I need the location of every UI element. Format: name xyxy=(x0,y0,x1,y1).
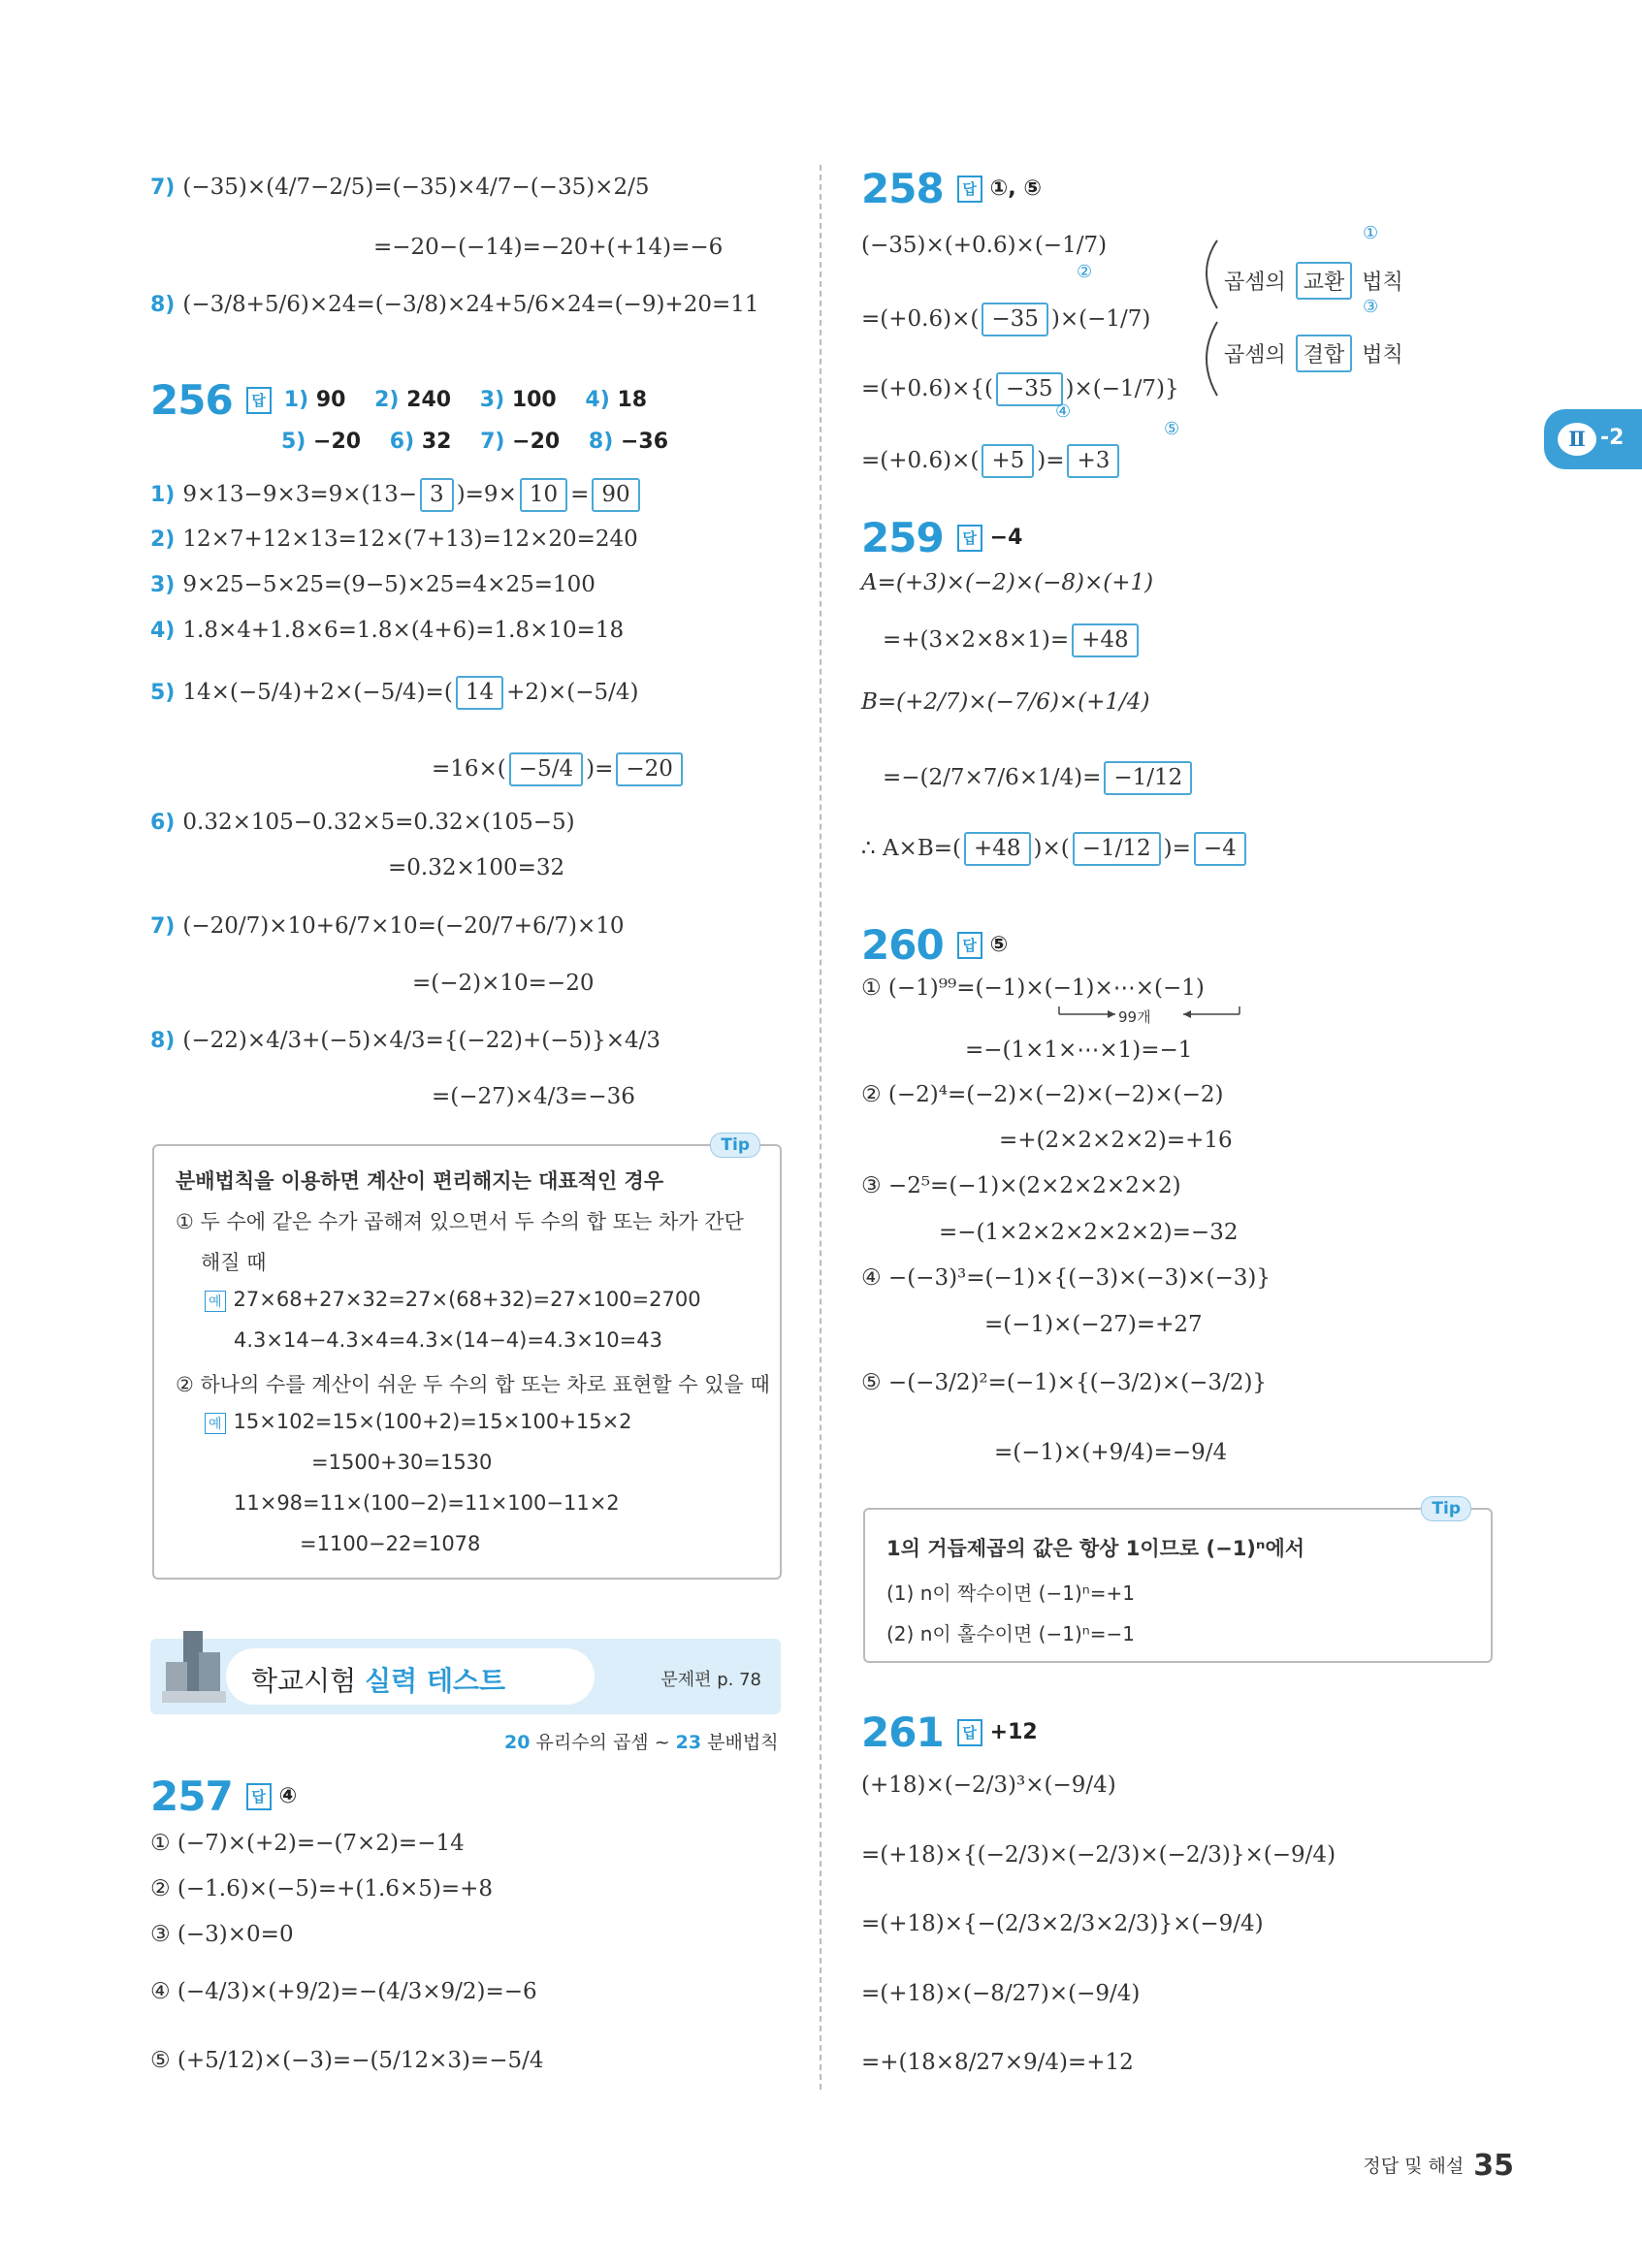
circle-mark: ② xyxy=(1077,262,1093,282)
answer-row-2: 5) −20 6) 32 7) −20 8) −36 xyxy=(281,430,669,454)
circle-mark: ① xyxy=(1363,223,1379,243)
solution-260-4b: =(−1)×(−27)=+27 xyxy=(984,1312,1203,1337)
solution-256-1: 1) 9×13−9×3=9×(13− 3 )=9× 10 = 90 xyxy=(150,478,643,512)
circle-mark: ④ xyxy=(1055,401,1072,422)
chapter-tab xyxy=(1544,409,1642,469)
solution-260-3: ③ −2⁵=(−1)×(2×2×2×2×2) xyxy=(861,1173,1181,1198)
solution-260-1b: =−(1×1×⋯×1)=−1 xyxy=(965,1038,1193,1063)
tip-tag: Tip xyxy=(1421,1496,1471,1521)
solution-259-5: ∴ A×B=( +48 )×( −1/12 )= −4 xyxy=(861,832,1249,866)
solution-260-1: ① (−1)⁹⁹=(−1)×(−1)×⋯×(−1) xyxy=(861,975,1205,1001)
answer-badge: 답 xyxy=(957,1719,982,1746)
answer-badge: 답 xyxy=(246,1783,272,1810)
tip-box-distributive: Tip 분배법칙을 이용하면 계산이 편리해지는 대표적인 경우 ① 두 수에 같은 수가 곱해져 있으면서 두 수의 합 또는 차가 간단 해질 때 예 27×68+27×32=27×(68+32)=27×100=2700 4.3×14−4.3×4=4.3×(14−4)=4.3×10=43 ② 하나의 수를 계산이 쉬운 두 수의 합 또는 차로 표현할 수 있을 때 예 15×102=15×(100+2)=15×100+15×2 =1500+30=1530 11×98=11×(100−2)=11×100−11×2 =1100−22=1078 xyxy=(152,1144,782,1580)
blank-box: +48 xyxy=(1072,623,1139,657)
answer-badge: 답 xyxy=(246,387,272,414)
solution-258-1: (−35)×(+0.6)×(−1/7) xyxy=(861,233,1108,258)
solution-259-2: =+(3×2×8×1)= +48 xyxy=(883,623,1142,657)
solution-256-5b: =16×( −5/4 )= −20 xyxy=(432,752,686,786)
solution-260-2b: =+(2×2×2×2)=+16 xyxy=(999,1128,1233,1153)
blank-box: −1/12 xyxy=(1073,832,1161,866)
solution-260-4: ④ −(−3)³=(−1)×{(−3)×(−3)×(−3)} xyxy=(861,1265,1272,1291)
commutative-law-label: 곱셈의 교환 법칙 xyxy=(1224,262,1403,300)
solution-261-2: =(+18)×{(−2/3)×(−2/3)×(−2/3)}×(−9/4) xyxy=(861,1842,1336,1868)
blank-box: −35 xyxy=(996,372,1063,406)
footer-label: 정답 및 해설 xyxy=(1363,2156,1465,2177)
solution-258-3: =(+0.6)×{( −35 )×(−1/7)} xyxy=(861,372,1179,406)
blank-box: 14 xyxy=(456,676,503,710)
problem-number: 256 xyxy=(150,376,233,424)
solution-257-3: ③ (−3)×0=0 xyxy=(150,1922,294,1947)
chapter-sub: -2 xyxy=(1600,426,1625,450)
solution-260-3b: =−(1×2×2×2×2×2)=−32 xyxy=(939,1220,1239,1245)
answer-badge: 답 xyxy=(957,932,982,959)
solution-255-8: 8) (−3/8+5/6)×24=(−3/8)×24+5/6×24=(−9)+20=11 xyxy=(150,292,759,317)
tip-box-powers: Tip 1의 거듭제곱의 값은 항상 1이므로 (−1)ⁿ에서 (1) n이 짝수이면 (−1)ⁿ=+1 (2) n이 홀수이면 (−1)ⁿ=−1 xyxy=(863,1508,1493,1663)
solution-256-7b: =(−2)×10=−20 xyxy=(412,971,595,996)
solution-255-7b: =−20−(−14)=−20+(+14)=−6 xyxy=(373,235,724,260)
problem-number: 257 xyxy=(150,1773,233,1820)
page-number: 35 xyxy=(1473,2149,1514,2183)
problem-258-header: 258 답 ①, ⑤ xyxy=(861,165,1042,212)
solution-257-5: ⑤ (+5/12)×(−3)=−(5/12×3)=−5/4 xyxy=(150,2048,544,2073)
problem-number: 260 xyxy=(861,921,944,969)
solution-256-4: 4) 1.8×4+1.8×6=1.8×(4+6)=1.8×10=18 xyxy=(150,618,625,643)
blank-box: −4 xyxy=(1194,832,1246,866)
solution-260-2: ② (−2)⁴=(−2)×(−2)×(−2)×(−2) xyxy=(861,1082,1224,1107)
brace-label: 99개 xyxy=(1118,1008,1151,1026)
blank-box: 교환 xyxy=(1296,262,1353,300)
chapter-roman: Ⅱ xyxy=(1558,423,1596,456)
blank-box: −1/12 xyxy=(1104,761,1192,795)
blank-box: 10 xyxy=(520,478,567,512)
problem-259-header: 259 답 −4 xyxy=(861,514,1023,561)
solution-261-5: =+(18×8/27×9/4)=+12 xyxy=(861,2050,1134,2075)
problem-number: 261 xyxy=(861,1709,944,1756)
solution-256-6: 6) 0.32×105−0.32×5=0.32×(105−5) xyxy=(150,810,575,835)
blank-box: −5/4 xyxy=(509,752,583,786)
solution-261-3: =(+18)×{−(2/3×2/3×2/3)}×(−9/4) xyxy=(861,1911,1264,1936)
solution-260-5: ⑤ −(−3/2)²=(−1)×{(−3/2)×(−3/2)} xyxy=(861,1370,1268,1395)
column-divider xyxy=(820,165,821,2090)
bracket-arrows-icon xyxy=(1188,233,1227,407)
tip-title: 1의 거듭제곱의 값은 항상 1이므로 (−1)ⁿ에서 xyxy=(886,1537,1305,1560)
blank-box: 90 xyxy=(592,478,639,512)
problem-number: 258 xyxy=(861,165,944,212)
answer-badge: 답 xyxy=(957,525,982,552)
problem-261-header: 261 답 +12 xyxy=(861,1709,1038,1756)
solution-256-7: 7) (−20/7)×10+6/7×10=(−20/7+6/7)×10 xyxy=(150,913,625,939)
tip-tag: Tip xyxy=(710,1133,760,1158)
solution-257-1: ① (−7)×(+2)=−(7×2)=−14 xyxy=(150,1831,465,1856)
blank-box: 결합 xyxy=(1296,335,1353,372)
section-range: 20 유리수의 곱셈 ~ 23 분배법칙 xyxy=(504,1732,779,1753)
page-footer xyxy=(1363,2149,1514,2183)
associative-law-label: 곱셈의 결합 법칙 xyxy=(1224,335,1403,372)
solution-255-7: 7) (−35)×(4/7−2/5)=(−35)×4/7−(−35)×2/5 xyxy=(150,175,650,200)
solution-257-4: ④ (−4/3)×(+9/2)=−(4/3×9/2)=−6 xyxy=(150,1979,537,2004)
solution-261-4: =(+18)×(−8/27)×(−9/4) xyxy=(861,1981,1141,2006)
banner-title: 학교시험 실력 테스트 xyxy=(251,1665,506,1697)
example-badge: 예 xyxy=(205,1291,226,1312)
solution-256-3: 3) 9×25−5×25=(9−5)×25=4×25=100 xyxy=(150,572,596,597)
solution-258-2: =(+0.6)×( −35 )×(−1/7) xyxy=(861,303,1150,336)
problem-number: 259 xyxy=(861,514,944,561)
blank-box: −20 xyxy=(616,752,683,786)
solution-256-6b: =0.32×100=32 xyxy=(388,855,565,880)
example-badge: 예 xyxy=(205,1413,226,1434)
answer-row-1: 1) 90 2) 240 3) 100 4) 18 xyxy=(283,388,648,412)
solution-259-3: B=(+2/7)×(−7/6)×(+1/4) xyxy=(861,689,1150,715)
blank-box: +5 xyxy=(982,444,1034,478)
solution-260-5b: =(−1)×(+9/4)=−9/4 xyxy=(994,1440,1228,1465)
problem-257-header: 257 답 ④ xyxy=(150,1773,298,1820)
solution-256-2: 2) 12×7+12×13=12×(7+13)=12×20=240 xyxy=(150,527,638,552)
blank-box: −35 xyxy=(982,303,1048,336)
answer-badge: 답 xyxy=(957,176,982,203)
solution-257-2: ② (−1.6)×(−5)=+(1.6×5)=+8 xyxy=(150,1876,493,1901)
solution-259-4: =−(2/7×7/6×1/4)= −1/12 xyxy=(883,761,1195,795)
solution-256-8: 8) (−22)×4/3+(−5)×4/3={(−22)+(−5)}×4/3 xyxy=(150,1028,660,1053)
solution-256-8b: =(−27)×4/3=−36 xyxy=(432,1084,635,1109)
problem-256-header xyxy=(150,376,647,424)
solution-258-4: =(+0.6)×( +5 )= +3 xyxy=(861,444,1122,478)
solution-261-1: (+18)×(−2/3)³×(−9/4) xyxy=(861,1773,1116,1798)
section-banner xyxy=(150,1639,781,1714)
solution-259-1: A=(+3)×(−2)×(−8)×(+1) xyxy=(861,570,1154,595)
solution-256-5: 5) 14×(−5/4)+2×(−5/4)=( 14 +2)×(−5/4) xyxy=(150,676,638,710)
blank-box: 3 xyxy=(420,478,454,512)
blank-box: +48 xyxy=(964,832,1031,866)
banner-page-ref: 문제편 p. 78 xyxy=(660,1670,761,1690)
problem-260-header: 260 답 ⑤ xyxy=(861,921,1009,969)
tip-title: 분배법칙을 이용하면 계산이 편리해지는 대표적인 경우 xyxy=(176,1169,664,1193)
circle-mark: ③ xyxy=(1363,297,1379,317)
circle-mark: ⑤ xyxy=(1164,419,1180,439)
blank-box: +3 xyxy=(1067,444,1119,478)
building-blocks-icon xyxy=(162,1627,230,1710)
